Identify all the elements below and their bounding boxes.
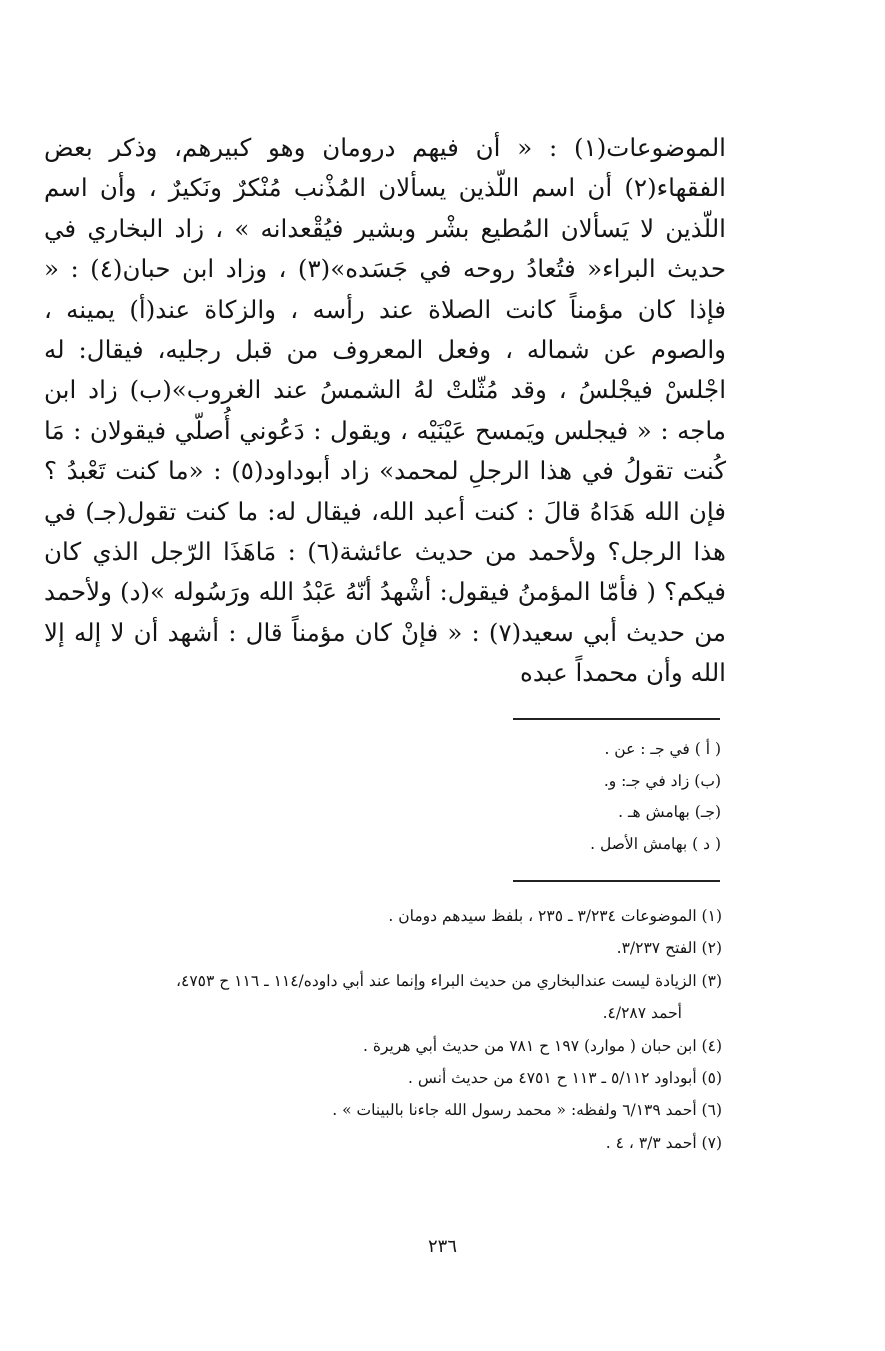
footnote: (٥) أبوداود ٥/١١٢ ـ ١١٣ ح ٤٧٥١ من حديث أنس . bbox=[408, 1069, 722, 1088]
variant-item: (جـ) بهامش هـ . bbox=[618, 803, 721, 821]
footnote: (١) الموضوعات ٣/٢٣٤ ـ ٢٣٥ ، بلفظ سيدهم دومان . bbox=[388, 907, 722, 925]
footnote-continuation: أحمد ٤/٢٨٧. bbox=[602, 1004, 682, 1023]
variant-item: ( أ ) في جـ : عن . bbox=[604, 740, 721, 758]
variant-item: (ب) زاد في جـ: و. bbox=[603, 771, 721, 790]
footnote: (٢) الفتح ٣/٢٣٧. bbox=[616, 939, 722, 958]
footnotes-divider bbox=[513, 880, 720, 882]
footnotes bbox=[44, 900, 722, 1159]
footnote: (٣) الزيادة ليست عندالبخاري من حديث البراء وإنما عند أبي داوده/١١٤ ـ ١١٦ ح ٤٧٥٣، bbox=[175, 971, 722, 990]
footnote: (٧) أحمد ٣/٣ ، ٤ . bbox=[605, 1133, 722, 1152]
variant-readings bbox=[401, 734, 721, 860]
variants-divider bbox=[513, 718, 720, 720]
page-number: ٢٣٦ bbox=[427, 1236, 457, 1257]
variant-item: ( د ) بهامش الأصل . bbox=[590, 834, 721, 853]
footnote: (٦) أحمد ٦/١٣٩ ولفظه: « محمد رسول الله جاءنا بالبينات » . bbox=[332, 1101, 722, 1120]
main-paragraph: الموضوعات(١) : « أن فيهم درومان وهو كبيرهم، وذكر بعض الفقهاء(٢) أن اسم اللّذين يسألان المُذْنب مُنْكرٌ ونَكيرٌ ، وأن اسم اللّذين لا يَسألان المُطيع بشْر وبشير فيُقْعدانه » ، زاد البخاري في حديث البراء« فتُعادُ روحه في جَسَده»(٣) ، وزاد ابن حبان(٤) : « فإذا كان مؤمناً كانت الصلاة عند رأسه ، والزكاة عند(أ) يمينه ، والصوم عن شماله ، وفعل المعروف من قبل رجليه، فيقال: له اجْلسْ فيجْلسُ ، وقد مُثّلتْ لهُ الشمسُ عند الغروب»(ب) زاد ابن ماجه : « فيجلس ويَمسح عَيْنَيْه ، ويقول : دَعُوني أُصلّي فيقولان : مَا كُنت تقولُ في هذا الرجلِ لمحمد» زاد أبوداود(٥) : «ما كنت تَعْبدُ ؟ فإن الله هَدَاهُ قالَ : كنت أعبد الله، فيقال له: ما كنت تقول(جـ) في هذا الرجل؟ ولأحمد من حديث عائشة(٦) : مَاهَذَا الرّجل الذي كان فيكم؟ ( فأمّا المؤمنُ فيقول: أشْهدُ أنّهُ عَبْدُ الله ورَسُوله »(د) ولأحمد من حديث أبي سعيد(٧) : « فإنْ كان مؤمناً قال : أشهد أن لا إله إلا الله وأن محمداً عبده bbox=[44, 133, 726, 688]
footnote: (٤) ابن حبان ( موارد) ١٩٧ ح ٧٨١ من حديث أبي هريرة . bbox=[363, 1036, 722, 1055]
main-text bbox=[44, 128, 726, 694]
